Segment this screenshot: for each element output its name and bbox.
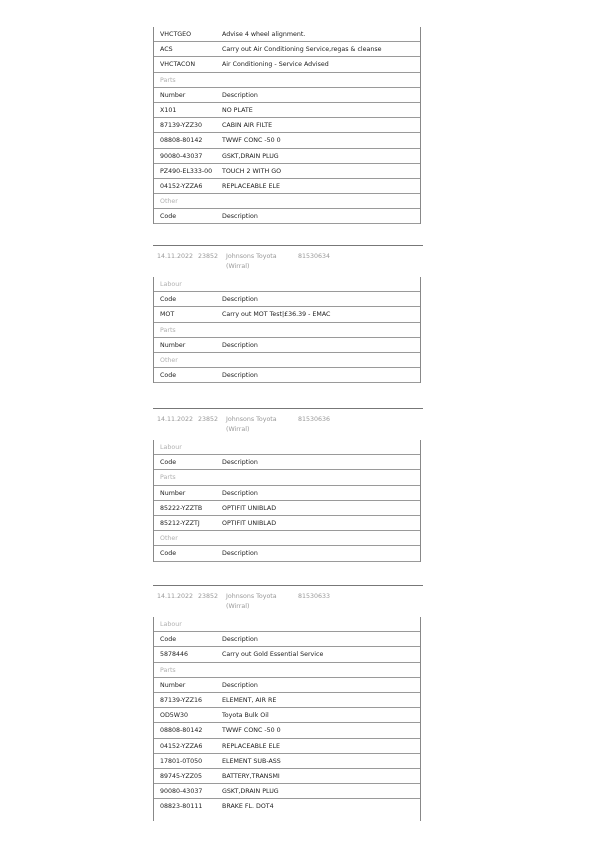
section-title: Parts [160, 474, 176, 482]
column-header: Code [160, 372, 177, 380]
row-code: VHCTACON [160, 61, 196, 69]
column-header: Description [222, 372, 258, 380]
visit-date: 14.11.2022 [157, 416, 194, 423]
column-header: Number [160, 91, 186, 99]
column-header: Code [160, 296, 177, 304]
column-header: Description [222, 459, 258, 467]
row-code: 89745-YZZ05 [160, 772, 203, 780]
table-header-row [154, 455, 420, 470]
table-row [154, 307, 420, 322]
section-title-row [154, 73, 420, 88]
job-table [153, 440, 421, 562]
row-description: OPTIFIT UNIBLAD [222, 519, 277, 527]
column-header: Code [160, 459, 177, 467]
row-code: 90080-43037 [160, 152, 203, 160]
table-row [154, 799, 420, 814]
job-table [153, 617, 421, 821]
section-title: Parts [160, 666, 176, 674]
invoice-ref: 81530636 [298, 416, 331, 423]
section-title-row [154, 440, 420, 455]
row-code: 04152-YZZA6 [160, 182, 203, 190]
table-row [154, 118, 420, 133]
row-code: ACS [160, 46, 173, 54]
table-header-row [154, 338, 420, 353]
row-description: ELEMENT SUB-ASS [222, 757, 281, 765]
table-row [154, 647, 420, 662]
table-row [154, 739, 420, 754]
column-header: Description [222, 91, 258, 99]
table-row [154, 723, 420, 738]
invoice-ref: 81530634 [298, 253, 331, 260]
row-description: OPTIFIT UNIBLAD [222, 504, 277, 512]
visit-header [153, 585, 423, 616]
column-header: Description [222, 681, 258, 689]
column-header: Number [160, 681, 186, 689]
row-code: 85212-YZZTJ [160, 519, 200, 527]
table-row [154, 754, 420, 769]
row-description: Carry out MOT Test|£36.39 - EMAC [222, 311, 331, 319]
section-title: Other [160, 535, 178, 543]
job-table [153, 277, 421, 383]
table-row [154, 693, 420, 708]
table-row [154, 769, 420, 784]
table-row [154, 103, 420, 118]
dealer-location: (Wirral) [226, 263, 250, 270]
table-header-row [154, 209, 420, 224]
dealer-name: Johnsons Toyota [226, 593, 277, 600]
table-header-row [154, 292, 420, 307]
row-description: Carry out Gold Essential Service [222, 651, 324, 659]
table-row [154, 516, 420, 531]
section-title-row [154, 277, 420, 292]
row-code: MOT [160, 311, 175, 319]
table-row [154, 501, 420, 516]
column-header: Number [160, 341, 186, 349]
section-title-row [154, 194, 420, 209]
table-header-row [154, 368, 420, 383]
dealer-location: (Wirral) [226, 426, 250, 433]
section-title: Parts [160, 76, 176, 84]
section-title: Labour [160, 621, 182, 628]
table-header-row [154, 88, 420, 103]
table-row [154, 784, 420, 799]
row-code: 17801-0T050 [160, 757, 203, 765]
column-header: Description [222, 489, 258, 497]
column-header: Description [222, 341, 258, 349]
row-description: BRAKE FL. DOT4 [222, 803, 274, 811]
row-code: 87139-YZZ30 [160, 122, 203, 130]
row-description: CABIN AIR FILTE [222, 122, 273, 130]
row-code: VHCTGEO [160, 31, 192, 38]
dealer-code: 23852 [198, 253, 219, 260]
visit-date: 14.11.2022 [157, 253, 194, 260]
section-title-row [154, 353, 420, 368]
visit-header [153, 408, 423, 439]
row-description: REPLACEABLE ELE [222, 742, 280, 750]
row-code: OD5W30 [160, 712, 189, 720]
column-header: Code [160, 550, 177, 558]
row-description: TOUCH 2 WITH GO [222, 167, 282, 175]
row-description: Advise 4 wheel alignment. [222, 31, 306, 38]
table-row [154, 164, 420, 179]
dealer-name: Johnsons Toyota [226, 416, 277, 423]
column-header: Description [222, 213, 258, 221]
row-description: GSKT,DRAIN PLUG [222, 788, 279, 796]
section-title-row [154, 470, 420, 485]
section-title-row [154, 663, 420, 678]
table-row [154, 149, 420, 164]
dealer-name: Johnsons Toyota [226, 253, 277, 260]
row-description: Toyota Bulk Oil [222, 712, 269, 720]
row-description: REPLACEABLE ELE [222, 182, 280, 190]
section-title-row [154, 323, 420, 338]
row-description: ELEMENT, AIR RE [222, 696, 277, 704]
row-code: 04152-YZZA6 [160, 742, 203, 750]
column-header: Description [222, 636, 258, 644]
dealer-location: (Wirral) [226, 603, 250, 610]
dealer-code: 23852 [198, 416, 219, 423]
table-header-row [154, 486, 420, 501]
section-title-row [154, 617, 420, 632]
table-row [154, 133, 420, 148]
column-header: Number [160, 489, 186, 497]
invoice-ref: 81530633 [298, 593, 331, 600]
table-header-row [154, 678, 420, 693]
row-code: 90080-43037 [160, 788, 203, 796]
row-code: 08823-80111 [160, 803, 203, 811]
section-title-row [154, 531, 420, 546]
table-row [154, 42, 420, 57]
row-description: Carry out Air Conditioning Service,regas & cleanse [222, 46, 382, 54]
column-header: Code [160, 213, 177, 221]
column-header: Description [222, 296, 258, 304]
column-header: Code [160, 636, 177, 644]
visit-header [153, 245, 423, 276]
section-title: Parts [160, 326, 176, 334]
job-table [153, 27, 421, 224]
table-row [154, 27, 420, 42]
row-code: 87139-YZZ16 [160, 696, 203, 704]
row-code: PZ490-EL333-00 [160, 167, 213, 175]
row-code: X101 [160, 106, 177, 114]
section-title: Labour [160, 444, 182, 451]
section-title: Other [160, 356, 178, 364]
row-description: NO PLATE [222, 106, 253, 114]
row-code: 85222-YZZTB [160, 504, 203, 512]
dealer-code: 23852 [198, 593, 219, 600]
row-code: 08808-80142 [160, 727, 203, 735]
column-header: Description [222, 550, 258, 558]
row-description: TWWF CONC -50 0 [222, 727, 281, 735]
section-title: Labour [160, 281, 182, 288]
table-row [154, 57, 420, 72]
row-description: GSKT,DRAIN PLUG [222, 152, 279, 160]
table-row [154, 708, 420, 723]
table-header-row [154, 632, 420, 647]
row-code: 5878446 [160, 651, 189, 659]
table-row [154, 179, 420, 194]
visit-date: 14.11.2022 [157, 593, 194, 600]
row-description: TWWF CONC -50 0 [222, 137, 281, 145]
table-header-row [154, 546, 420, 561]
row-description: BATTERY,TRANSMI [222, 772, 280, 780]
row-code: 08808-80142 [160, 137, 203, 145]
section-title: Other [160, 198, 178, 206]
row-description: Air Conditioning - Service Advised [222, 61, 329, 69]
